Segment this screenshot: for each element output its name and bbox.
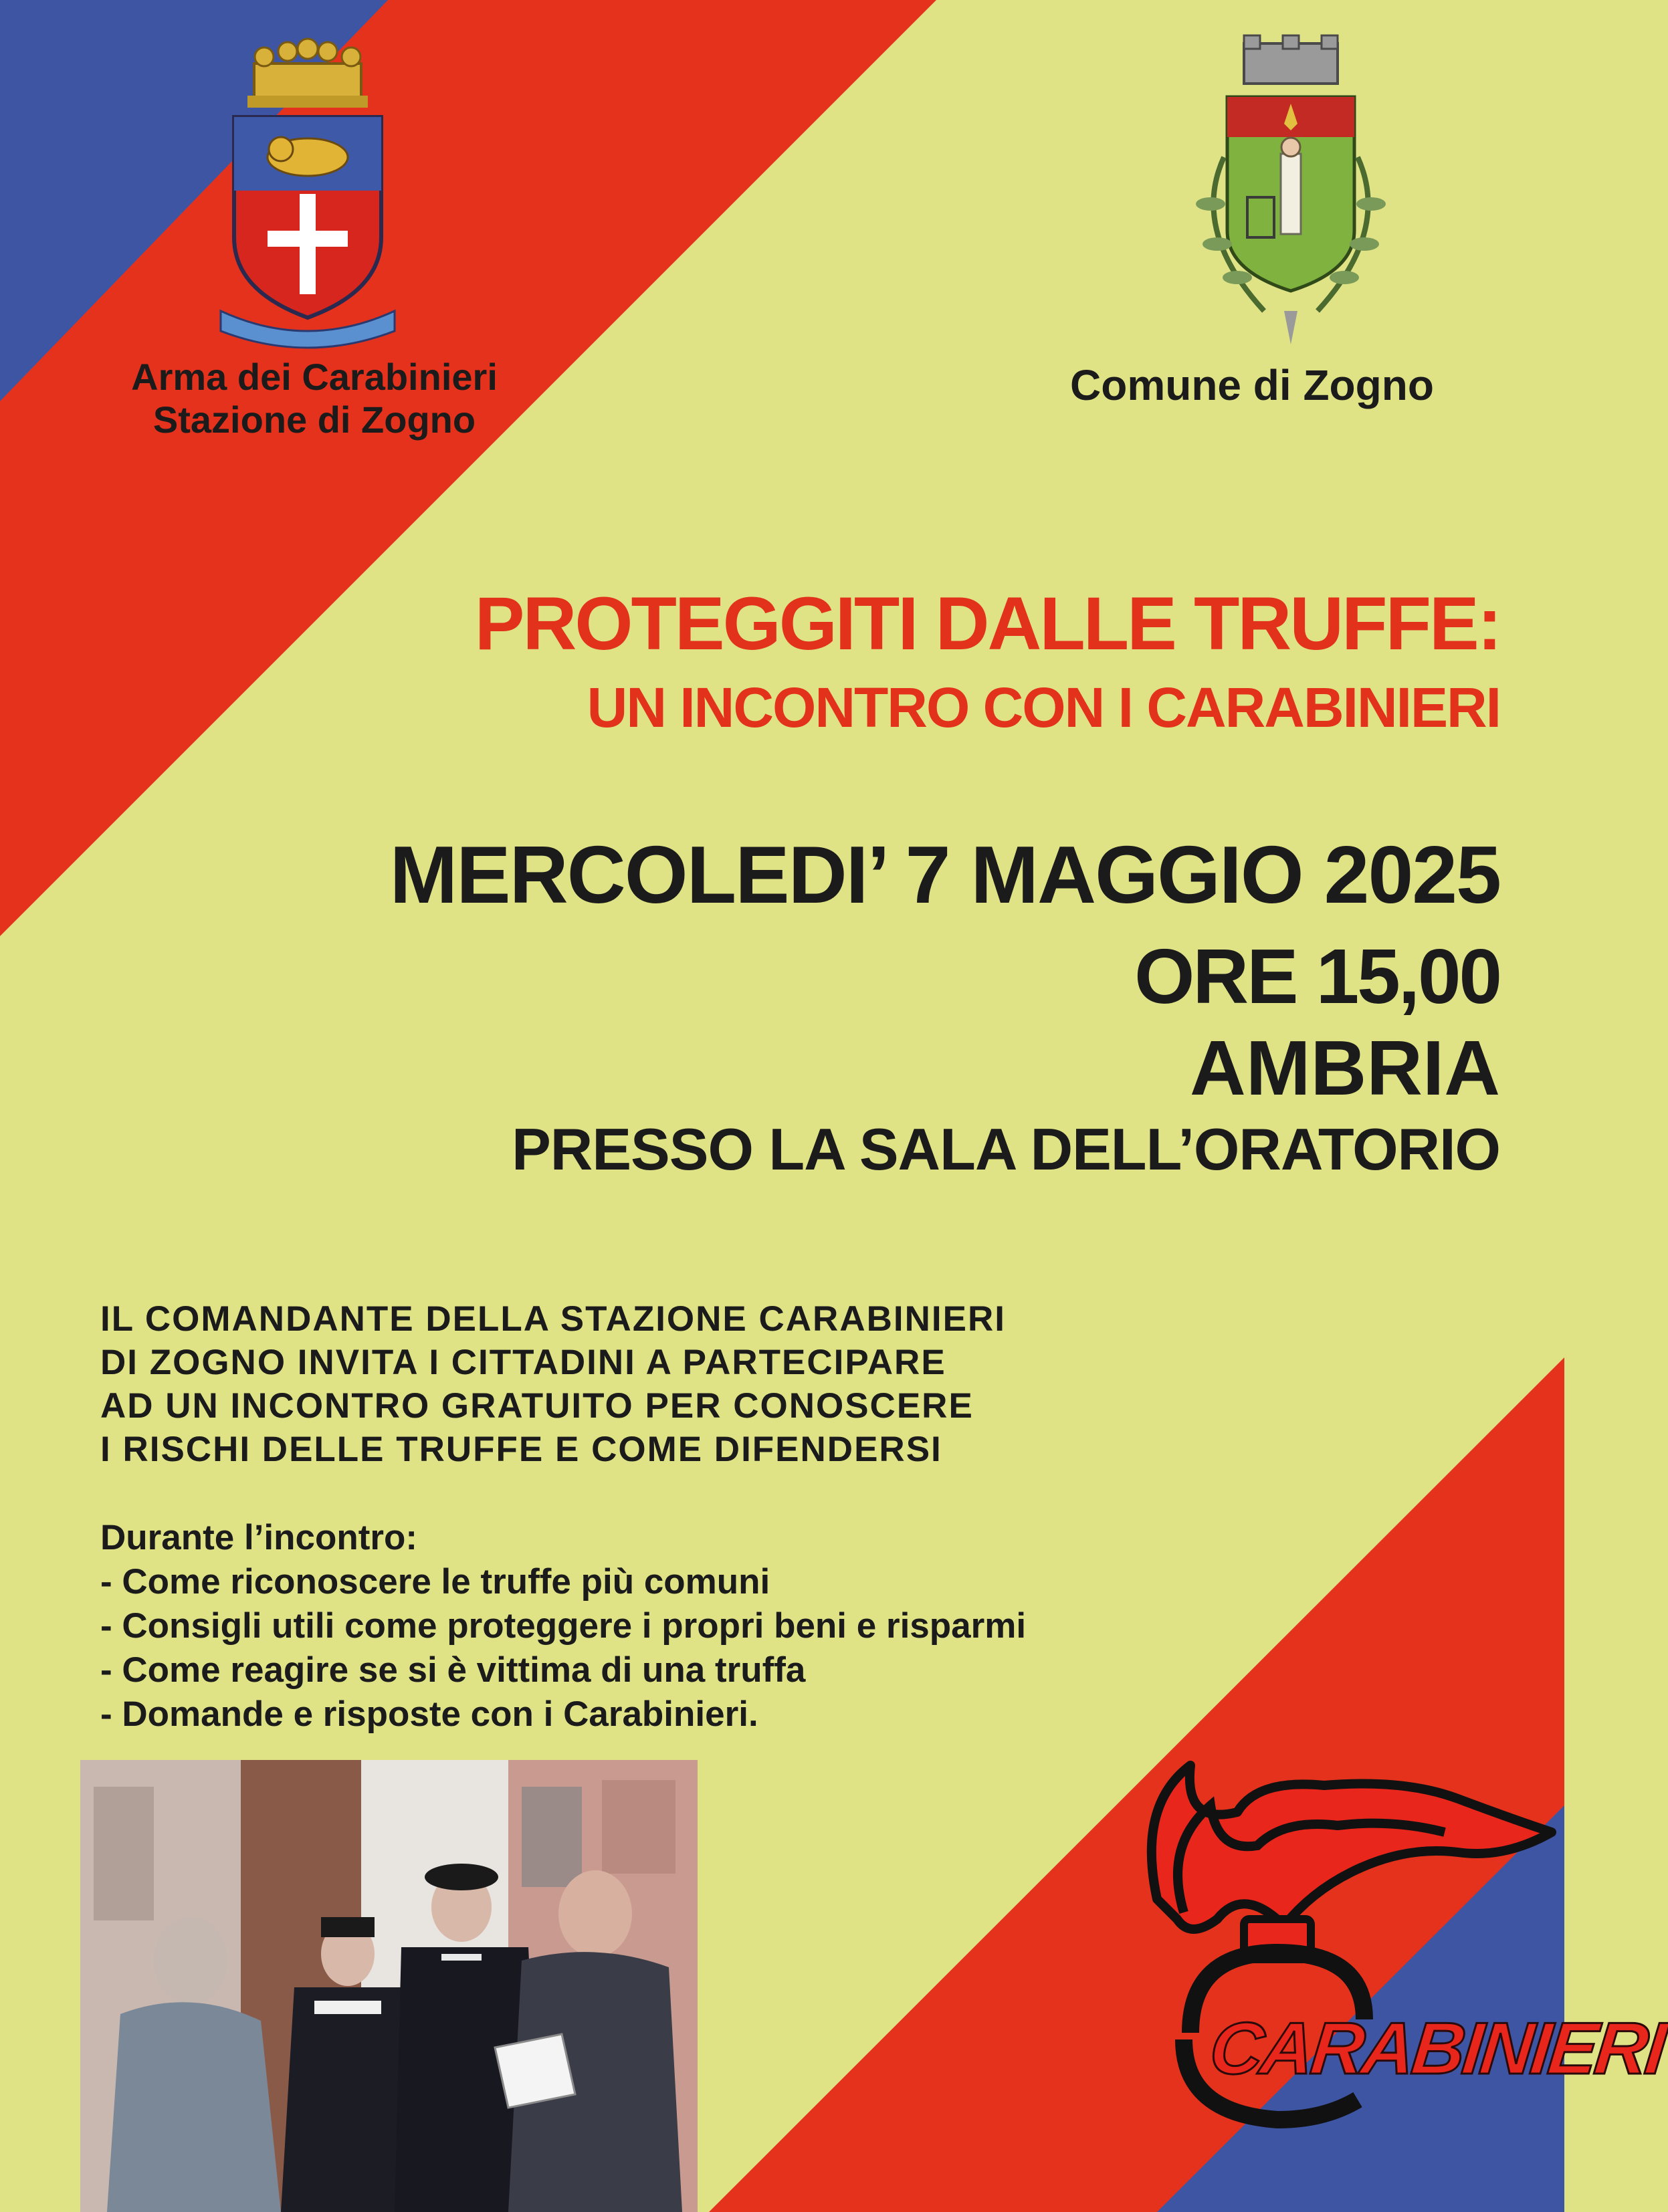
agenda-heading: Durante l’incontro: (100, 1518, 418, 1557)
comune-di-zogno-coat-of-arms-icon (1170, 30, 1411, 364)
invite-paragraph (100, 1297, 1006, 1471)
carabinieri-meeting-citizens-illustration (80, 1760, 698, 2212)
comune-caption: Comune di Zogno (1070, 361, 1434, 409)
agenda-list (100, 1516, 1026, 1737)
event-time: ORE 15,00 (1134, 933, 1500, 1020)
agenda-item: - Come reagire se si è vittima di una truffa (100, 1650, 806, 1690)
invite-line: AD UN INCONTRO GRATUITO PER CONOSCERE (100, 1386, 974, 1426)
invite-line: I RISCHI DELLE TRUFFE E COME DIFENDERSI (100, 1430, 942, 1469)
event-venue: PRESSO LA SALA DELL’ORATORIO (512, 1116, 1500, 1182)
event-place: AMBRIA (1190, 1024, 1500, 1111)
carabinieri-emblem-label: CARABINIERI (1206, 2007, 1668, 2090)
event-date: MERCOLEDI’ 7 MAGGIO 2025 (389, 829, 1500, 920)
carabinieri-org-line2: Stazione di Zogno (152, 399, 476, 441)
carabinieri-station-caption (54, 356, 575, 442)
poster-subtitle: UN INCONTRO CON I CARABINIERI (587, 676, 1500, 739)
carabinieri-org-line1: Arma dei Carabinieri (131, 356, 498, 398)
poster-title: PROTEGGITI DALLE TRUFFE: (474, 582, 1500, 665)
invite-line: DI ZOGNO INVITA I CITTADINI A PARTECIPARE (100, 1343, 946, 1382)
agenda-item: - Consigli utili come proteggere i propri beni e risparmi (100, 1606, 1027, 1646)
agenda-item: - Come riconoscere le truffe più comuni (100, 1562, 770, 1601)
carabinieri-coat-of-arms-icon (214, 37, 401, 344)
invite-line: IL COMANDANTE DELLA STAZIONE CARABINIERI (100, 1299, 1006, 1339)
agenda-item: - Domande e risposte con i Carabinieri. (100, 1694, 758, 1734)
